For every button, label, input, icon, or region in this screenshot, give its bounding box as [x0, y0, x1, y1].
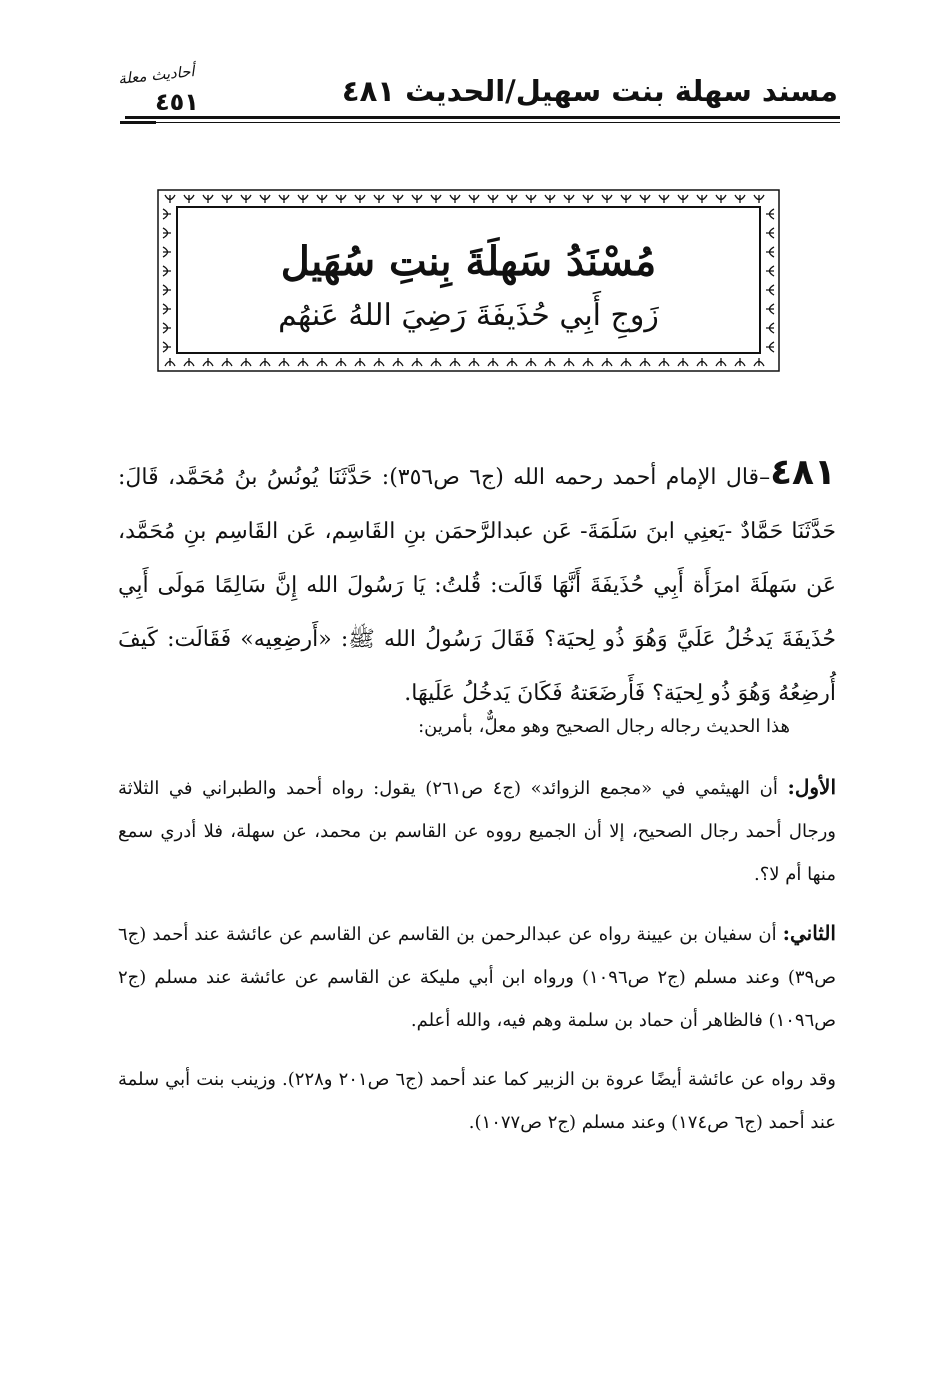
frame-ornament [678, 195, 688, 203]
frame-ornament [526, 358, 536, 366]
frame-ornament [507, 195, 517, 203]
running-header-title: مسند سهلة بنت سهيل/الحديث ٤٨١ [341, 74, 838, 108]
frame-ornament [621, 358, 631, 366]
frame-ornament [163, 323, 171, 333]
commentary-intro: هذا الحديث رجاله رجال الصحيح وهو معلٌّ، بأمرين: [418, 716, 790, 737]
frame-ornament [165, 358, 175, 366]
frame-ornament [526, 195, 536, 203]
frame-ornament [564, 358, 574, 366]
frame-ornament [412, 195, 422, 203]
frame-ornament [735, 358, 745, 366]
frame-ornament [766, 266, 774, 276]
frame-ornament [317, 358, 327, 366]
frame-ornament [279, 358, 289, 366]
frame-ornament [469, 195, 479, 203]
frame-ornament [393, 358, 403, 366]
frame-ornament [678, 358, 688, 366]
frame-ornament [602, 358, 612, 366]
frame-ornament [355, 358, 365, 366]
first-label: الأول: [787, 775, 837, 799]
frame-ornament [163, 266, 171, 276]
frame-ornament [716, 195, 726, 203]
frame-ornament [336, 358, 346, 366]
frame-ornament [184, 195, 194, 203]
frame-ornament [450, 358, 460, 366]
frame-ornament [640, 358, 650, 366]
frame-ornament [412, 358, 422, 366]
commentary-second [118, 912, 836, 1042]
frame-ornament [545, 195, 555, 203]
frame-ornament [222, 195, 232, 203]
frame-ornament [222, 358, 232, 366]
frame-ornament [203, 358, 213, 366]
frame-ornament [203, 195, 213, 203]
frame-ornament [298, 195, 308, 203]
frame-ornament [716, 358, 726, 366]
frame-ornament [450, 195, 460, 203]
second-label: الثاني: [782, 921, 836, 945]
frame-ornament [488, 358, 498, 366]
frame-ornament [241, 195, 251, 203]
section-title: مُسْنَدُ سَهلَةَ بِنتِ سُهَيل [280, 238, 657, 285]
frame-ornament [583, 195, 593, 203]
frame-ornament [488, 195, 498, 203]
frame-ornament [754, 358, 764, 366]
frame-ornament [374, 195, 384, 203]
frame-ornament [260, 358, 270, 366]
frame-ornament [697, 195, 707, 203]
frame-ornament [754, 195, 764, 203]
second-text: أن سفيان بن عيينة رواه عن عبدالرحمن بن القاسم عن القاسم عن عائشة عند أحمد (ج٦ ص٣٩) وعند مسلم (ج٢ ص١٠٩٦) ورواه ابن أبي مليكة عن القاسم عن عائشة عند مسلم (ج٢ ص١٠٩٦) فالظاهر أن حماد بن سلمة وهم فيه، والله أعلم. [118, 924, 836, 1031]
frame-ornament [431, 358, 441, 366]
hadith-number: ٤٨١ [770, 452, 836, 493]
section-subtitle: زَوجِ أَبِي حُذَيفَةَ رَضِيَ اللهُ عَنهُم [278, 298, 659, 333]
header-rule [125, 116, 840, 123]
frame-ornament [163, 304, 171, 314]
commentary-first [118, 766, 836, 896]
frame-ornament [659, 195, 669, 203]
frame-ornament [766, 285, 774, 295]
frame-ornament [564, 195, 574, 203]
page-number: ٤٥١ [155, 88, 199, 116]
frame-ornament [260, 195, 270, 203]
frame-ornament [279, 195, 289, 203]
frame-ornament [241, 358, 251, 366]
frame-ornament [336, 195, 346, 203]
frame-ornament [317, 195, 327, 203]
frame-ornament [184, 358, 194, 366]
first-text: أن الهيثمي في «مجمع الزوائد» (ج٤ ص٢٦١) يقول: رواه أحمد والطبراني في الثلاثة ورجال أحمد رجال الصحيح، إلا أن الجميع رووه عن القاسم بن محمد، عن سهلة، فلا أدري سمع منها أم لا؟. [118, 778, 836, 885]
frame-ornament [355, 195, 365, 203]
frame-ornament [766, 209, 774, 219]
frame-ornament [640, 195, 650, 203]
frame-ornament [766, 228, 774, 238]
frame-ornament [621, 195, 631, 203]
frame-ornament [697, 358, 707, 366]
frame-ornament [602, 195, 612, 203]
frame-ornament [393, 195, 403, 203]
hadith-text [118, 446, 836, 721]
commentary-closing: وقد رواه عن عائشة أيضًا عروة بن الزبير كما عند أحمد (ج٦ ص٢٠١ و٢٢٨). وزينب بنت أبي سلمة عند أحمد (ج٦ ص١٧٤) وعند مسلم (ج٢ ص١٠٧٧). [118, 1069, 837, 1133]
frame-ornament [298, 358, 308, 366]
frame-ornament [735, 195, 745, 203]
hadith-body: –قال الإمام أحمد رحمه الله (ج٦ ص٣٥٦): حَدَّثَنَا يُونُسُ بنُ مُحَمَّد، قَالَ: حَدَّثَنَا حَمَّادٌ -يَعنِي ابنَ سَلَمَةَ- عَن عبدالرَّحمَن بنِ القَاسِم، عَن القَاسِم بنِ مُحَمَّد، عَن سَهلَةَ امرَأَة أَبِي حُذَيفَةَ أَنَّهَا قَالَت: قُلتُ: يَا رَسُولَ الله إِنَّ سَالِمًا مَولَى أَبِي حُذَيفَةَ يَدخُلُ عَلَيَّ وَهُوَ ذُو لِحيَة؟ فَقَالَ رَسُولُ الله ﷺ: «أَرضِعِيه» فَقَالَت: كَيفَ أُرضِعُهُ وَهُوَ ذُو لِحيَة؟ فَأَرضَعَتهُ فَكَانَ يَدخُلُ عَلَيهَا. [118, 465, 836, 706]
frame-ornament [165, 195, 175, 203]
frame-ornament [766, 323, 774, 333]
frame-ornament [766, 304, 774, 314]
margin-note: أحاديث معلة [117, 62, 196, 88]
frame-ornament [659, 358, 669, 366]
frame-ornament [469, 358, 479, 366]
frame-ornament [374, 358, 384, 366]
frame-ornament [163, 247, 171, 257]
frame-ornament [163, 342, 171, 352]
frame-ornament [545, 358, 555, 366]
frame-ornament [766, 342, 774, 352]
frame-ornament [766, 247, 774, 257]
frame-ornament [431, 195, 441, 203]
frame-ornament [163, 228, 171, 238]
frame-ornament [163, 209, 171, 219]
frame-ornament [507, 358, 517, 366]
frame-ornament [583, 358, 593, 366]
frame-ornament [163, 285, 171, 295]
